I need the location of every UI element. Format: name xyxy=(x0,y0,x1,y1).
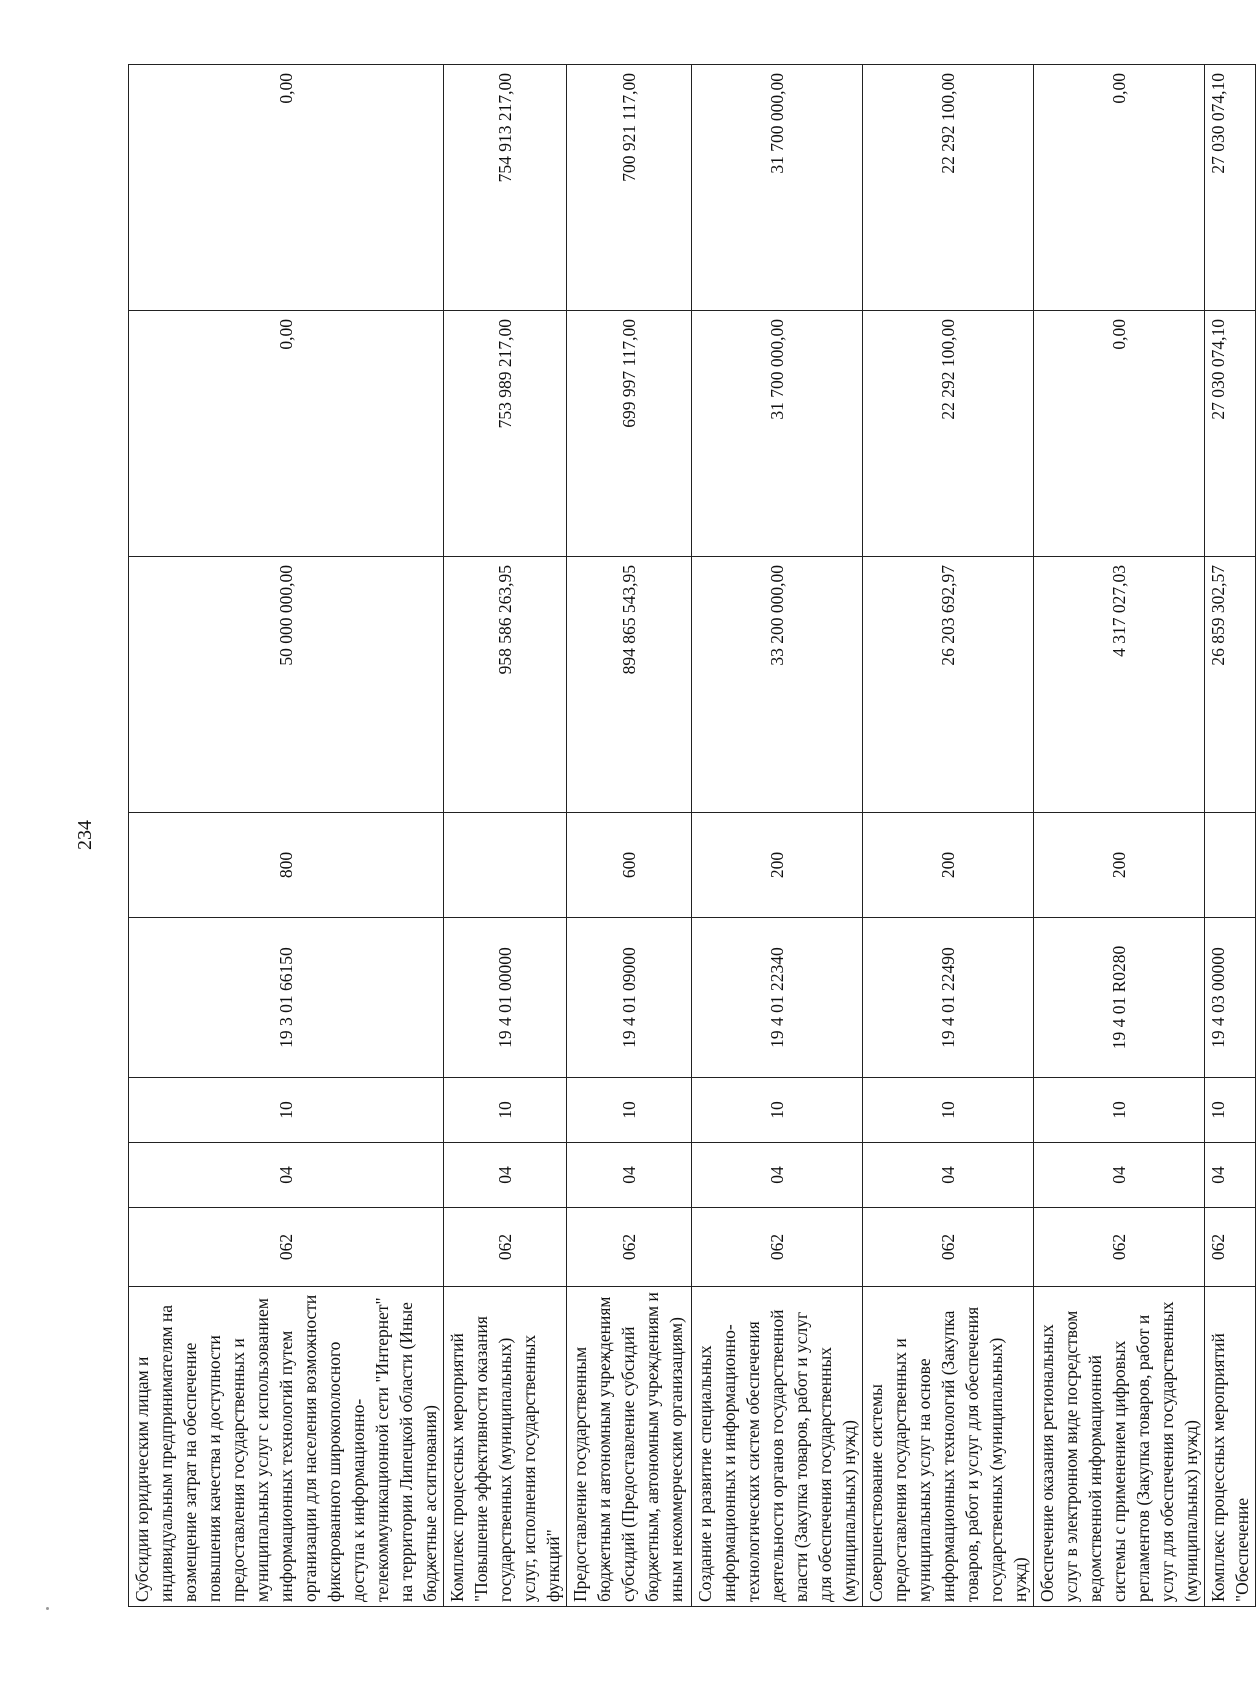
amount-1: 894 865 543,95 xyxy=(567,557,692,813)
ministry-code: 062 xyxy=(1205,1208,1256,1287)
table-row xyxy=(1034,65,1205,1607)
scan-speck xyxy=(46,1607,49,1610)
subsection-code: 10 xyxy=(129,1078,444,1143)
amount-1: 4 317 027,03 xyxy=(1034,557,1205,813)
ministry-code: 062 xyxy=(444,1208,567,1287)
section-code: 04 xyxy=(1034,1143,1205,1208)
section-code: 04 xyxy=(129,1143,444,1208)
section-code: 04 xyxy=(692,1143,863,1208)
section-code: 04 xyxy=(567,1143,692,1208)
amount-2: 31 700 000,00 xyxy=(692,311,863,557)
amount-2: 753 989 217,00 xyxy=(444,311,567,557)
expense-type: 200 xyxy=(1034,813,1205,918)
amount-1: 958 586 263,95 xyxy=(444,557,567,813)
page-number: 234 xyxy=(74,820,96,850)
ministry-code: 062 xyxy=(863,1208,1034,1287)
table-row xyxy=(1205,65,1256,1607)
row-description: Комплекс процессных мероприятий "Обеспечение xyxy=(1205,1287,1256,1607)
amount-3: 31 700 000,00 xyxy=(692,65,863,311)
table-body xyxy=(129,65,1256,1607)
expense-type: 200 xyxy=(863,813,1034,918)
subsection-code: 10 xyxy=(1034,1078,1205,1143)
target-article: 19 4 01 00000 xyxy=(444,918,567,1078)
amount-1: 26 203 692,97 xyxy=(863,557,1034,813)
expense-type: 800 xyxy=(129,813,444,918)
ministry-code: 062 xyxy=(692,1208,863,1287)
section-code: 04 xyxy=(863,1143,1034,1208)
amount-2: 22 292 100,00 xyxy=(863,311,1034,557)
subsection-code: 10 xyxy=(1205,1078,1256,1143)
expense-type xyxy=(1205,813,1256,918)
ministry-code: 062 xyxy=(129,1208,444,1287)
target-article: 19 4 01 09000 xyxy=(567,918,692,1078)
amount-3: 754 913 217,00 xyxy=(444,65,567,311)
subsection-code: 10 xyxy=(444,1078,567,1143)
ministry-code: 062 xyxy=(1034,1208,1205,1287)
section-code: 04 xyxy=(1205,1143,1256,1208)
row-description: Предоставление государственным бюджетным и автономным учреждениям субсидий (Предоставление субсидий бюджетным, автономным учреждениям и иным некоммерческим организациям) xyxy=(567,1287,692,1607)
amount-1: 50 000 000,00 xyxy=(129,557,444,813)
target-article: 19 4 03 00000 xyxy=(1205,918,1256,1078)
expense-type: 600 xyxy=(567,813,692,918)
expense-type: 200 xyxy=(692,813,863,918)
amount-3: 700 921 117,00 xyxy=(567,65,692,311)
table-row xyxy=(567,65,692,1607)
amount-2: 27 030 074,10 xyxy=(1205,311,1256,557)
subsection-code: 10 xyxy=(567,1078,692,1143)
amount-2: 0,00 xyxy=(1034,311,1205,557)
ministry-code: 062 xyxy=(567,1208,692,1287)
section-code: 04 xyxy=(444,1143,567,1208)
table-row xyxy=(444,65,567,1607)
amount-1: 26 859 302,57 xyxy=(1205,557,1256,813)
row-description: Обеспечение оказания региональных услуг в электронном виде посредством ведомственной информационной системы с применением цифровых регламентов (Закупка товаров, работ и услуг для обеспечения государственных (муниципальных) нужд) xyxy=(1034,1287,1205,1607)
amount-1: 33 200 000,00 xyxy=(692,557,863,813)
budget-table xyxy=(128,64,1256,1607)
row-description: Создание и развитие специальных информационных и информационно-технологических систем обеспечения деятельности органов государственной власти (Закупка товаров, работ и услуг для обеспечения государственных (муниципальных) нужд) xyxy=(692,1287,863,1607)
target-article: 19 4 01 22340 xyxy=(692,918,863,1078)
subsection-code: 10 xyxy=(692,1078,863,1143)
row-description: Совершенствование системы предоставления государственных и муниципальных услуг на основе информационных технологий (Закупка товаров, работ и услуг для обеспечения государственных (муниципальных) нужд) xyxy=(863,1287,1034,1607)
table-row xyxy=(692,65,863,1607)
amount-3: 0,00 xyxy=(1034,65,1205,311)
row-description: Комплекс процессных мероприятий "Повышение эффективности оказания государственных (муниципальных) услуг, исполнения государственных функций" xyxy=(444,1287,567,1607)
table-row xyxy=(863,65,1034,1607)
budget-table-rotated xyxy=(128,65,1252,1607)
amount-3: 27 030 074,10 xyxy=(1205,65,1256,311)
target-article: 19 4 01 22490 xyxy=(863,918,1034,1078)
subsection-code: 10 xyxy=(863,1078,1034,1143)
expense-type xyxy=(444,813,567,918)
target-article: 19 3 01 66150 xyxy=(129,918,444,1078)
table-row xyxy=(129,65,444,1607)
row-description: Субсидии юридическим лицам и индивидуальным предпринимателям на возмещение затрат на обеспечение повышения качества и доступности предоставления государственных и муниципальных услуг с использованием информационных технологий путем организации для населения возможности фиксированного широкополосного доступа к информационно-телекоммуникационной сети "Интернет" на территории Липецкой области (Иные бюджетные ассигнования) xyxy=(129,1287,444,1607)
amount-3: 22 292 100,00 xyxy=(863,65,1034,311)
target-article: 19 4 01 R0280 xyxy=(1034,918,1205,1078)
amount-3: 0,00 xyxy=(129,65,444,311)
amount-2: 0,00 xyxy=(129,311,444,557)
amount-2: 699 997 117,00 xyxy=(567,311,692,557)
